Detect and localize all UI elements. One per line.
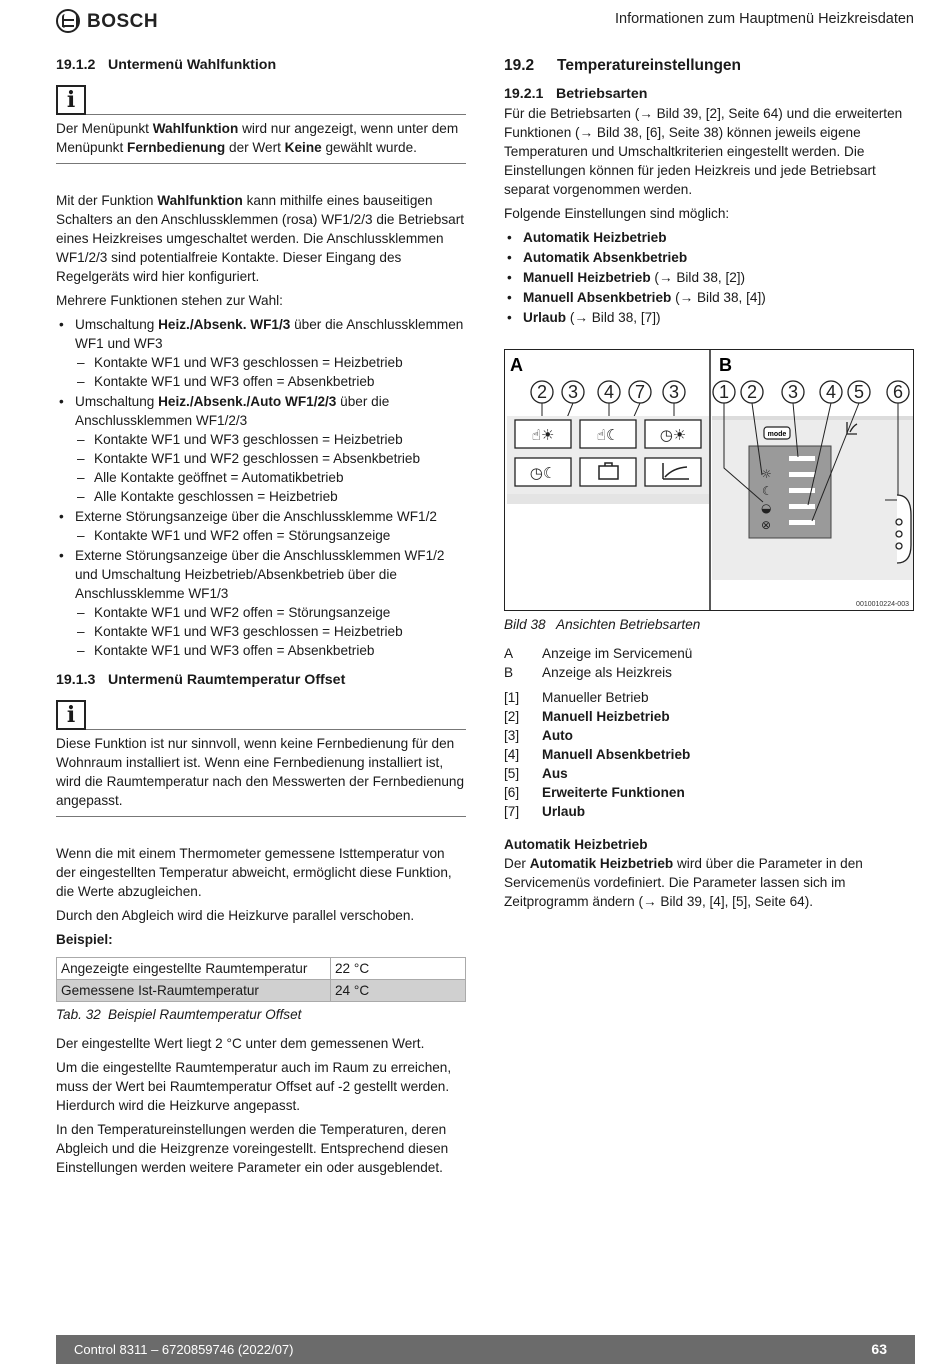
running-header: Informationen zum Hauptmenü Heizkreisdaten (614, 11, 914, 27)
auto-heat-icon: ◷☀ (659, 426, 687, 444)
table-cell: 22 °C (331, 958, 466, 980)
legend-row: [1] Manueller Betrieb (504, 690, 649, 705)
bosch-logo (56, 8, 158, 34)
sub-item: – Kontakte WF1 und WF3 geschlossen = Heizbetrieb (75, 353, 466, 372)
sub-item: – Kontakte WF1 und WF2 offen = Störungsanzeige (75, 526, 466, 545)
settings-list (504, 228, 914, 327)
legend-numbers (504, 688, 914, 821)
list-item: • Manuell Absenkbetrieb (→ Bild 38, [4]) (504, 288, 914, 307)
legend-row: [5] Aus (504, 766, 568, 781)
panel-label-b: B (719, 355, 732, 375)
mode-button-label: mode (767, 431, 787, 438)
table-row (57, 980, 466, 1002)
moon-icon: ☾ (762, 484, 773, 498)
list-item: • Automatik Absenkbetrieb (504, 248, 914, 267)
panel-label-a: A (510, 355, 523, 375)
sub-item: – Kontakte WF1 und WF3 offen = Absenkbetrieb (75, 372, 466, 391)
figure-drawing (505, 350, 914, 611)
legend-row: B Anzeige als Heizkreis (504, 665, 672, 680)
table-caption: Tab. 32 Beispiel Raumtemperatur Offset (56, 1007, 302, 1022)
footer-bar (56, 1335, 915, 1364)
list-item: • Externe Störungsanzeige über die Anschlussklemmen WF1/2 und Umschaltung Heizbetrieb/Absenkbetrieb über die Anschlussklemme WF1/3 – Kontakte WF1 und WF2 offen = Störungsanzeige – Kontakte WF1 und WF3 geschlossen = Heizbetrieb – Kontakte WF1 und WF3 offen = Absenkbetrieb (56, 546, 466, 660)
callout-number: 7 (634, 382, 646, 402)
example-table (56, 957, 466, 1002)
paragraph: Mit der Funktion Wahlfunktion kann mithilfe eines bauseitigen Schalters an den Anschlussklemmen (rosa) WF1/2/3 die Betriebsart eines Heizkreises umgeschaltet werden. Die Anschlussklemmen WF1/2/3 sind potentialfreie Kontakte. Dieser Eingang des Regelgeräts wird hier konfiguriert. (56, 193, 464, 284)
legend-row: [4] Manuell Absenkbetrieb (504, 747, 691, 762)
sub-item: – Alle Kontakte geschlossen = Heizbetrieb (75, 487, 466, 506)
callout-number: 3 (787, 382, 799, 402)
paragraph: Der eingestellte Wert liegt 2 °C unter dem gemessenen Wert. (56, 1036, 425, 1051)
paragraph: Der Automatik Heizbetrieb wird über die Parameter in den Servicemenüs vordefiniert. Die Parameter lassen sich im Zeitprogramm ändern (→ Bild 39, [4], [5], Seite 64). (504, 856, 863, 909)
heading-19-2: 19.2 Temperatureinstellungen (504, 57, 742, 74)
info-note-offset (56, 700, 466, 817)
paragraph: Durch den Abgleich wird die Heizkurve parallel verschoben. (56, 908, 415, 923)
callout-number: 4 (603, 382, 615, 402)
info-icon: i (56, 700, 86, 730)
info-icon: i (56, 85, 86, 115)
sub-item: – Kontakte WF1 und WF3 offen = Absenkbetrieb (75, 641, 466, 660)
bosch-armature-icon (56, 9, 80, 33)
legend-row: [6] Erweiterte Funktionen (504, 785, 685, 800)
page-number: 63 (871, 1341, 887, 1357)
heading-19-1-3: 19.1.3 Untermenü Raumtemperatur Offset (56, 672, 346, 688)
list-item: • Urlaub (→ Bild 38, [7]) (504, 308, 914, 327)
function-list (56, 315, 466, 660)
paragraph: Folgende Einstellungen sind möglich: (504, 206, 730, 221)
callout-number: 6 (892, 382, 904, 402)
table-row (57, 958, 466, 980)
sun-icon: ☼ (761, 467, 772, 481)
document-number: Control 8311 – 6720859746 (2022/07) (74, 1342, 294, 1357)
info-note-wahlfunktion (56, 85, 466, 164)
legend-row: A Anzeige im Servicemenü (504, 646, 693, 661)
callout-number: 3 (567, 382, 579, 402)
callout-number: 4 (825, 382, 837, 402)
info-text: Diese Funktion ist nur sinnvoll, wenn keine Fernbedienung für den Wohnraum installiert ist. Wenn eine Fernbedienung installiert ist, wird die Raumtemperatur nach den Messwerten der Fernbedienung angepasst. (56, 730, 466, 817)
heading-automatik-heizbetrieb: Automatik Heizbetrieb (504, 837, 648, 852)
callout-number: 3 (668, 382, 680, 402)
table-cell: Gemessene Ist-Raumtemperatur (57, 980, 331, 1002)
off-icon: ⊗ (761, 518, 772, 532)
sub-item: – Alle Kontakte geöffnet = Automatikbetrieb (75, 468, 466, 487)
sub-item: – Kontakte WF1 und WF2 geschlossen = Absenkbetrieb (75, 449, 466, 468)
manual-setback-icon: ☝☾ (596, 426, 620, 444)
table-cell: Angezeigte eingestellte Raumtemperatur (57, 958, 331, 980)
info-text: Der Menüpunkt Wahlfunktion wird nur angezeigt, wenn unter dem Menüpunkt Fernbedienung der Wert Keine gewählt wurde. (56, 115, 466, 164)
callout-number: 2 (536, 382, 548, 402)
manual-heat-icon: ☝☀ (531, 426, 555, 444)
right-column (504, 56, 914, 916)
sub-item: – Kontakte WF1 und WF2 offen = Störungsanzeige (75, 603, 466, 622)
paragraph: In den Temperatureinstellungen werden die Temperaturen, deren Abgleich und die Heizgrenze voreingestellt. Entsprechend diesen Einstellungen werden weitere Parameter ein oder ausgeblendet. (56, 1122, 449, 1175)
heading-19-2-1: 19.2.1 Betriebsarten (504, 86, 648, 102)
legend-row: [7] Urlaub (504, 804, 586, 819)
callout-number: 2 (746, 382, 758, 402)
callout-number: 1 (718, 382, 730, 402)
brand-name: BOSCH (87, 10, 159, 32)
list-item: • Umschaltung Heiz./Absenk./Auto WF1/2/3 über die Anschlussklemmen WF1/2/3 – Kontakte WF1 und WF3 geschlossen = Heizbetrieb – Kontakte WF1 und WF2 geschlossen = Absenkbetrieb – Alle Kontakte geöffnet = Automatikbetrieb – Alle Kontakte geschlossen = Heizbetrieb (56, 392, 466, 506)
list-item: • Externe Störungsanzeige über die Anschlussklemme WF1/2 – Kontakte WF1 und WF2 offen = Störungsanzeige (56, 507, 466, 545)
paragraph: Wenn die mit einem Thermometer gemessene Isttemperatur von der eingestellten Temperatur abweicht, ermöglicht diese Funktion, die Werte abzugleichen. (56, 846, 452, 899)
legend-row: [2] Manuell Heizbetrieb (504, 709, 670, 724)
sub-item: – Kontakte WF1 und WF3 geschlossen = Heizbetrieb (75, 430, 466, 449)
list-item: • Automatik Heizbetrieb (504, 228, 914, 247)
figure-caption: Bild 38 Ansichten Betriebsarten (504, 617, 701, 632)
auto-icon: ◒ (761, 501, 772, 515)
legend-row: [3] Auto (504, 728, 573, 743)
paragraph: Mehrere Funktionen stehen zur Wahl: (56, 293, 283, 308)
paragraph: Für die Betriebsarten (→ Bild 39, [2], Seite 64) und die erweiterten Funktionen (→ Bild 38, [6], Seite 38) können jeweils eigene Temperaturen und Umschaltkriterien eingestellt werden. Die Einstellungen können für jeden Heizkreis und jede Betriebsart separat vorgenommen werden. (504, 106, 903, 197)
table-cell: 24 °C (331, 980, 466, 1002)
auto-setback-icon: ◷☾ (529, 464, 557, 482)
figure-betriebsarten (504, 349, 914, 611)
figure-code: 0010010224-003 (856, 601, 909, 608)
sub-item: – Kontakte WF1 und WF3 geschlossen = Heizbetrieb (75, 622, 466, 641)
callout-number: 5 (853, 382, 865, 402)
legend-views (504, 644, 914, 682)
list-item: • Manuell Heizbetrieb (→ Bild 38, [2]) (504, 268, 914, 287)
heading-19-1-2: 19.1.2 Untermenü Wahlfunktion (56, 57, 277, 73)
example-label: Beispiel: (56, 932, 113, 947)
paragraph: Um die eingestellte Raumtemperatur auch im Raum zu erreichen, muss der Wert bei Raumtemperatur Offset auf -2 gestellt werden. Hierdurch wird die Heizkurve angepasst. (56, 1060, 452, 1113)
left-column (56, 56, 466, 1182)
list-item: • Umschaltung Heiz./Absenk. WF1/3 über die Anschlussklemmen WF1 und WF3 – Kontakte WF1 und WF3 geschlossen = Heizbetrieb – Kontakte WF1 und WF3 offen = Absenkbetrieb (56, 315, 466, 391)
